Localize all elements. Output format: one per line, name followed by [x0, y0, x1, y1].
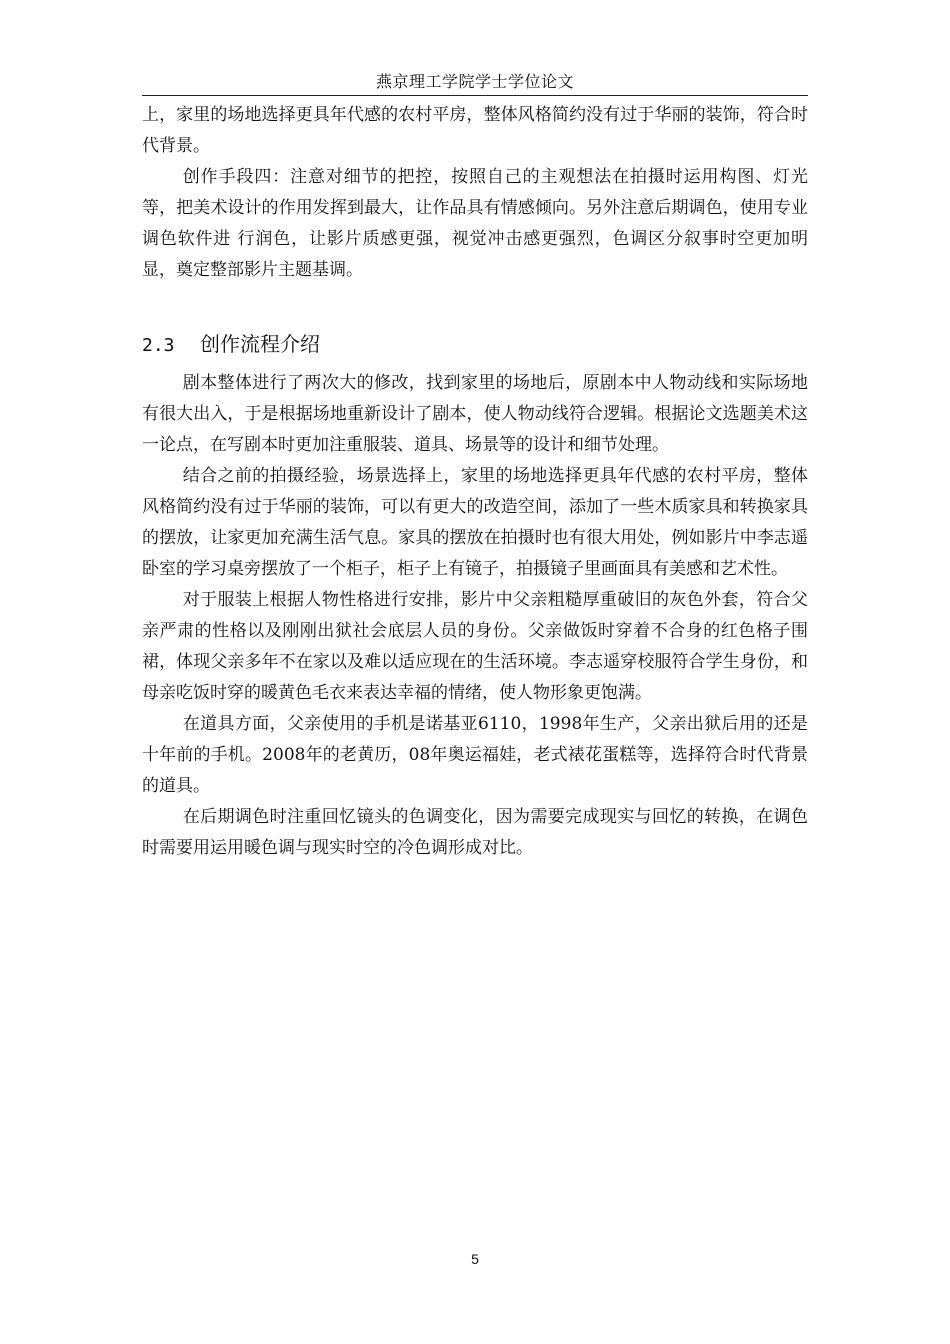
- paragraph-props: 在道具方面，父亲使用的手机是诺基亚6110，1998年生产，父亲出狱后用的还是十年前的手机。2008年的老黄历，08年奥运福娃，老式裱花蛋糕等，选择符合时代背景的道具。: [142, 714, 808, 796]
- paragraph-grading: 在后期调色时注重回忆镜头的色调变化，因为需要完成现实与回忆的转换，在调色时需要用运用暖色调与现实时空的冷色调形成对比。: [142, 807, 808, 858]
- paragraph-costume: 对于服装上根据人物性格进行安排，影片中父亲粗糙厚重破旧的灰色外套，符合父亲严肃的性格以及刚刚出狱社会底层人员的身份。父亲做饭时穿着不合身的红色格子围裙，体现父亲多年不在家以及难以适应现在的生活环境。李志遥穿校服符合学生身份，和母亲吃饭时穿的暖黄色毛衣来表达幸福的情绪，使人物形象更饱满。: [142, 590, 808, 703]
- section-number: 2.3: [142, 335, 175, 356]
- header-divider: [142, 95, 808, 96]
- paragraph-method-four: 创作手段四：注意对细节的把控，按照自己的主观想法在拍摄时运用构图、灯光等，把美术设计的作用发挥到最大，让作品具有情感倾向。另外注意后期调色，使用专业调色软件进 行润色，让影片质感更强，视觉冲击感更强烈，色调区分叙事时空更加明显，奠定整部影片主题基调。: [142, 167, 808, 280]
- page-number: 5: [471, 1251, 479, 1267]
- section-title: 创作流程介绍: [200, 332, 320, 356]
- section-heading: [142, 328, 808, 360]
- top-text-block: [142, 100, 808, 286]
- page-header-title: 燕京理工学院学士学位论文: [375, 72, 574, 91]
- paragraph-scene: 结合之前的拍摄经验，场景选择上，家里的场地选择更具年代感的农村平房，整体风格简约没有过于华丽的装饰，可以有更大的改造空间，添加了一些木质家具和转换家具的摆放，让家更加充满生活气息。家具的摆放在拍摄时也有很大用处，例如影片中李志遥卧室的学习桌旁摆放了一个柜子，柜子上有镜子，拍摄镜子里画面具有美感和艺术性。: [142, 466, 808, 579]
- main-text-block: [142, 368, 808, 864]
- paragraph-continued: 上，家里的场地选择更具年代感的农村平房，整体风格简约没有过于华丽的装饰，符合时代背景。: [142, 105, 808, 156]
- paragraph-script: 剧本整体进行了两次大的修改，找到家里的场地后，原剧本中人物动线和实际场地有很大出入，于是根据场地重新设计了剧本，使人物动线符合逻辑。根据论文选题美术这一论点，在写剧本时更加注重服装、道具、场景等的设计和细节处理。: [142, 373, 808, 455]
